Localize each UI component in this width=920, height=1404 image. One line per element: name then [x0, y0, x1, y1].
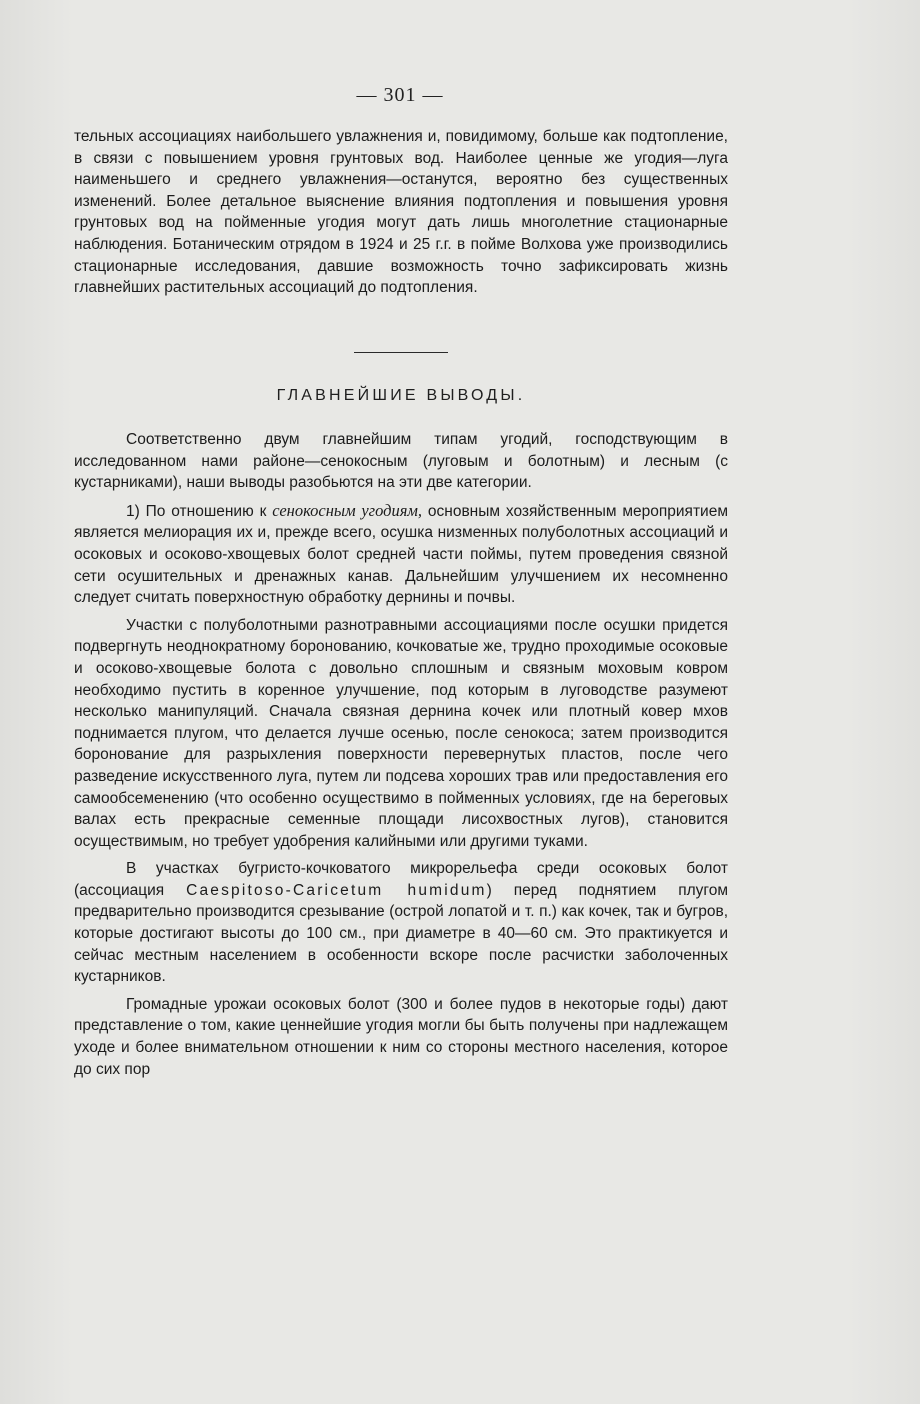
section-heading: ГЛАВНЕЙШИЕ ВЫВОДЫ.	[276, 387, 526, 404]
continued-paragraph: тельных ассоциациях наибольшего увлажнения и, повидимому, больше как подтопление, в связи с повышением уровня грунтовых вод. Наиболее ценные же угодия—луга наименьшего и среднего увлажнения—останутся, вероятно без существенных изменений. Более детальное выяснение влияния подтопления и повышения уровня грунтовых вод на пойменные угодия могут дать лишь многолетние стационарные наблюдения. Ботаническим отрядом в 1924 и 25 г.г. в пойме Волхова уже производились стационарные исследования, давшие возможность точно зафиксировать жизнь главнейших растительных ассоциаций до подтопления.	[74, 128, 728, 297]
paragraph-semi-marsh: Участки с полуболотными разнотравными ассоциациями после осушки придется подвергнуть неоднократному боронованию, кочковатые же, трудно проходимые осоковые и осоково-хвощевые болота с довольно сплошным и связным моховым ковром необходимо пустить в коренное улучшение, под которым в луговодстве разумеют несколько манипуляций. Сначала связная дернина кочек или плотный ковер мхов поднимается плугом, что делается лучше осенью, после сенокоса; затем производится боронование для разрыхления поверхности перевернутых пластов, после чего разведение искусственного луга, путем ли подсева хороших трав или предоставления его самообсеменению (что особенно осуществимо в пойменных условиях, где на береговых валах есть прекрасные семенные площади лисохвостных лугов), становится осуществимым, но требует удобрения калийными или другими туками.	[74, 616, 728, 850]
association-name: Caespitoso-Caricetum humidum	[186, 881, 487, 899]
paragraph-microrelief	[74, 858, 728, 988]
paragraph-microrelief-lead: В участках бугристо-кочковатого микрорельефа среди осоковых болот (ассоциация	[74, 860, 728, 899]
paragraph-yields: Громадные урожаи осоковых болот (300 и более пудов в некоторые годы) дают представление о том, какие ценнейшие угодия могли бы быть получены при надлежащем уходе и более внимательном отношении к ним со стороны местного населения, которое до сих пор	[74, 995, 728, 1078]
paragraph-hayfields-lead: 1) По отношению к	[126, 502, 273, 520]
conclusions-text-block	[74, 429, 728, 1080]
paragraph-hayfields	[74, 500, 728, 609]
paragraph-hayfields-rest: основным хозяйственным мероприятием является мелиорация их и, прежде всего, осушка низменных полуболотных ассоциаций и осоковых и осоково-хвощевых болот средней части поймы, путем проведения связной сети осушительных и дренажных канав. Дальнейшим улучшением их несомненно следует считать поверхностную обработку дернины и почвы.	[74, 502, 728, 607]
paragraph-intro: Соответственно двум главнейшим типам угодий, господствующим в исследованном нами районе—сенокосным (луговым и болотным) и лесным (с кустарниками), наши выводы разобьются на эти две категории.	[74, 431, 728, 492]
page-number: — 301 —	[356, 84, 444, 106]
emphasized-term: сенокосным угодиям,	[272, 500, 423, 520]
section-divider	[354, 352, 448, 353]
continued-text-block	[74, 126, 728, 299]
paragraph-microrelief-rest: ) перед поднятием плугом предварительно производится срезывание (острой лопатой и т. п.) как кочек, так и бугров, которые достигают высоты до 100 см., при диаметре в 40—60 см. Это практикуется и сейчас местным населением в особенности вскоре после расчистки заболоченных кустарников.	[74, 881, 728, 986]
